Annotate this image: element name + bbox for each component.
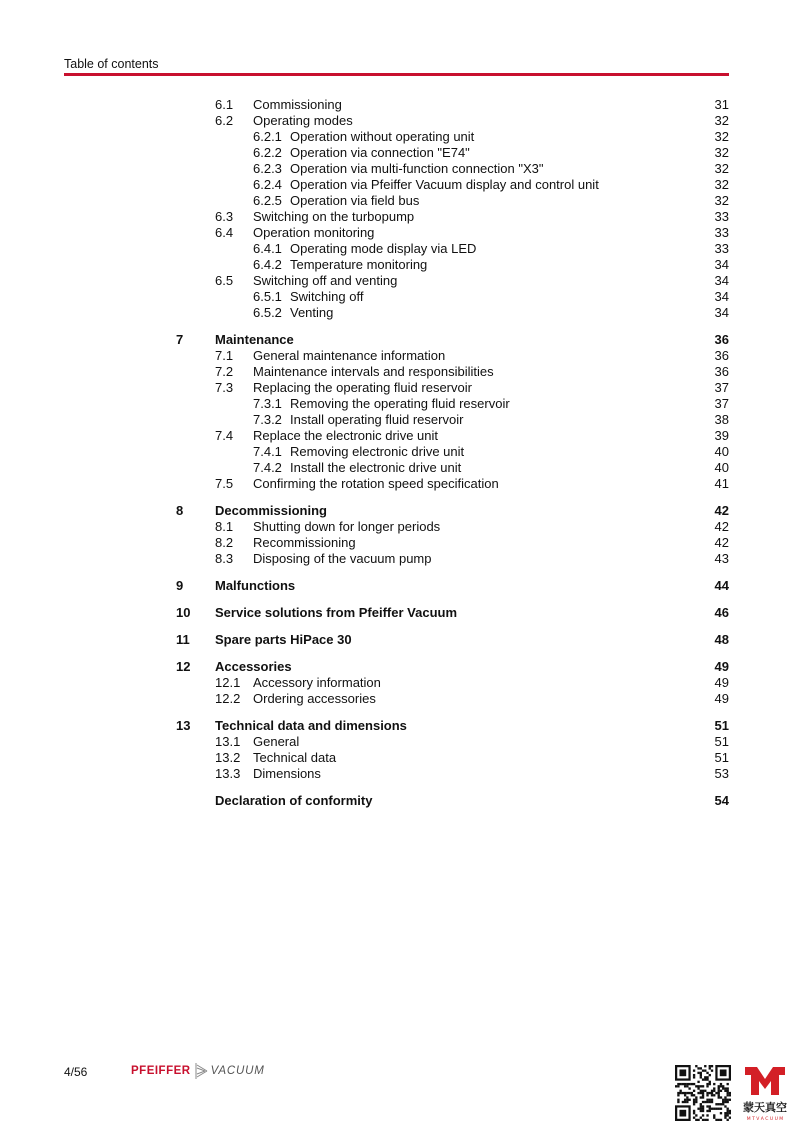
toc-entry-row[interactable] — [0, 273, 793, 289]
brand-name-right: VACUUM — [210, 1065, 265, 1077]
toc-entry-page: 54 — [714, 793, 729, 808]
page-header-title: Table of contents — [64, 57, 159, 71]
toc-entry-title: Ordering accessories — [253, 691, 376, 706]
toc-entry-page: 51 — [714, 718, 729, 733]
toc-entry-page: 32 — [714, 113, 729, 128]
toc-entry-title: Operation without operating unit — [290, 129, 475, 144]
toc-entry-title: Switching off — [290, 289, 364, 304]
toc-chapter-row[interactable] — [0, 659, 793, 675]
toc-entry-number: 7.4.1 — [253, 444, 282, 459]
toc-entry-title: Operation via connection "E74" — [290, 145, 470, 160]
toc-entry-page: 51 — [714, 734, 729, 749]
toc-entry-row[interactable] — [0, 412, 793, 428]
toc-entry-number: 8.3 — [215, 551, 234, 566]
toc-entry-number: 6.4.1 — [253, 241, 282, 256]
brand-mark-icon — [194, 1062, 208, 1080]
toc-entry-number: 8 — [176, 503, 184, 518]
toc-entry-number: 13 — [176, 718, 191, 733]
toc-chapter-row[interactable] — [0, 332, 793, 348]
toc-entry-page: 53 — [714, 766, 729, 781]
toc-entry-page: 39 — [714, 428, 729, 443]
toc-entry-page: 34 — [714, 257, 729, 272]
toc-entry-page: 42 — [714, 503, 729, 518]
toc-entry-page: 46 — [714, 605, 729, 620]
toc-entry-row[interactable] — [0, 177, 793, 193]
toc-entry-page: 44 — [714, 578, 729, 593]
toc-entry-number: 12 — [176, 659, 191, 674]
toc-entry-page: 34 — [714, 273, 729, 288]
toc-entry-page: 37 — [714, 380, 729, 395]
toc-entry-title: Recommissioning — [253, 535, 356, 550]
toc-entry-page: 32 — [714, 129, 729, 144]
toc-entry-number: 11 — [176, 632, 190, 647]
toc-entry-page: 38 — [714, 412, 729, 427]
toc-entry-row[interactable] — [0, 476, 793, 492]
toc-entry-row[interactable] — [0, 428, 793, 444]
toc-entry-title: Switching on the turbopump — [253, 209, 415, 224]
toc-entry-title: Operating modes — [253, 113, 353, 128]
toc-entry-page: 37 — [714, 396, 729, 411]
pfeiffer-vacuum-logo — [131, 1062, 265, 1080]
toc-entry-title: Operation via Pfeiffer Vacuum display and control unit — [290, 177, 599, 192]
toc-chapter-row[interactable] — [0, 632, 793, 648]
toc-entry-row[interactable] — [0, 241, 793, 257]
toc-entry-number: 7.4 — [215, 428, 234, 443]
toc-entry-title: Install the electronic drive unit — [290, 460, 462, 475]
toc-entry-number: 8.2 — [215, 535, 234, 550]
toc-entry-title: Install operating fluid reservoir — [290, 412, 464, 427]
toc-entry-row[interactable] — [0, 145, 793, 161]
toc-entry-number: 7.1 — [215, 348, 234, 363]
toc-entry-page: 42 — [714, 519, 729, 534]
toc-entry-number: 6.2.5 — [253, 193, 282, 208]
toc-entry-page: 33 — [714, 209, 729, 224]
toc-entry-page: 49 — [714, 675, 729, 690]
toc-entry-title: Venting — [290, 305, 334, 320]
toc-entry-title: Malfunctions — [215, 578, 296, 593]
toc-entry-row[interactable] — [0, 750, 793, 766]
header-rule — [64, 73, 729, 76]
toc-chapter-row[interactable] — [0, 605, 793, 621]
toc-entry-number: 7.2 — [215, 364, 234, 379]
toc-entry-title: Operation monitoring — [253, 225, 375, 240]
toc-entry-page: 49 — [714, 691, 729, 706]
toc-entry-title: General maintenance information — [253, 348, 446, 363]
toc-entry-number: 7.3.2 — [253, 412, 282, 427]
toc-entry-number: 6.5 — [215, 273, 234, 288]
toc-entry-page: 49 — [714, 659, 729, 674]
toc-entry-row[interactable] — [0, 161, 793, 177]
toc-entry-page: 33 — [714, 241, 729, 256]
toc-entry-title: Spare parts HiPace 30 — [215, 632, 352, 647]
toc-chapter-row[interactable] — [0, 718, 793, 734]
toc-entry-number: 6.3 — [215, 209, 234, 224]
toc-entry-row[interactable] — [0, 209, 793, 225]
toc-entry-title: Switching off and venting — [253, 273, 398, 288]
toc-entry-title: Operation via field bus — [290, 193, 420, 208]
toc-chapter-row[interactable] — [0, 793, 793, 809]
toc-entry-title: Removing the operating fluid reservoir — [290, 396, 510, 411]
toc-entry-row[interactable] — [0, 113, 793, 129]
toc-entry-row[interactable] — [0, 551, 793, 567]
toc-entry-title: Temperature monitoring — [290, 257, 428, 272]
toc-chapter-row[interactable] — [0, 503, 793, 519]
toc-entry-page: 40 — [714, 460, 729, 475]
toc-entry-number: 13.1 — [215, 734, 241, 749]
toc-entry-page: 41 — [714, 476, 729, 491]
toc-entry-row[interactable] — [0, 460, 793, 476]
toc-entry-row[interactable] — [0, 305, 793, 321]
toc-entry-number: 7.3.1 — [253, 396, 282, 411]
toc-entry-row[interactable] — [0, 380, 793, 396]
toc-entry-title: Shutting down for longer periods — [253, 519, 441, 534]
toc-entry-title: Operating mode display via LED — [290, 241, 477, 256]
toc-entry-row[interactable] — [0, 766, 793, 782]
toc-chapter-row[interactable] — [0, 578, 793, 594]
toc-entry-title: Technical data — [253, 750, 337, 765]
toc-entry-number: 6.2.2 — [253, 145, 282, 160]
toc-entry-page: 32 — [714, 193, 729, 208]
toc-entry-number: 9 — [176, 578, 184, 593]
toc-entry-row[interactable] — [0, 519, 793, 535]
toc-entry-row[interactable] — [0, 535, 793, 551]
toc-entry-number: 7.5 — [215, 476, 234, 491]
toc-entry-row[interactable] — [0, 289, 793, 305]
toc-entry-title: Technical data and dimensions — [215, 718, 407, 733]
toc-entry-title: Operation via multi-function connection "X3" — [290, 161, 544, 176]
toc-entry-title: Removing electronic drive unit — [290, 444, 465, 459]
toc-entry-row[interactable] — [0, 97, 793, 113]
toc-entry-title: Replace the electronic drive unit — [253, 428, 438, 443]
footer-page-number: 4/56 — [64, 1065, 88, 1079]
toc-entry-number: 6.5.2 — [253, 305, 282, 320]
toc-entry-row[interactable] — [0, 193, 793, 209]
toc-entry-row[interactable] — [0, 225, 793, 241]
toc-entry-page: 42 — [714, 535, 729, 550]
toc-entry-page: 31 — [714, 97, 729, 112]
toc-entry-page: 43 — [714, 551, 729, 566]
toc-entry-row[interactable] — [0, 348, 793, 364]
toc-entry-number: 13.2 — [215, 750, 241, 765]
svg-text:M T V A C U U M: M T V A C U U M — [746, 1117, 784, 1122]
toc-entry-number: 12.2 — [215, 691, 241, 706]
toc-entry-number: 7 — [176, 332, 184, 347]
toc-entry-number: 6.2 — [215, 113, 234, 128]
toc-entry-number: 6.2.3 — [253, 161, 282, 176]
toc-entry-number: 6.4 — [215, 225, 234, 240]
toc-entry-title: General — [253, 734, 300, 749]
toc-entry-number: 12.1 — [215, 675, 241, 690]
toc-entry-title: Declaration of conformity — [215, 793, 373, 808]
toc-entry-row[interactable] — [0, 129, 793, 145]
toc-entry-row[interactable] — [0, 364, 793, 380]
toc-entry-page: 51 — [714, 750, 729, 765]
toc-entry-title: Service solutions from Pfeiffer Vacuum — [215, 605, 458, 620]
brand-name-left: PFEIFFER — [131, 1065, 191, 1077]
toc-entry-title: Accessories — [215, 659, 292, 674]
toc-entry-number: 13.3 — [215, 766, 241, 781]
toc-entry-number: 6.2.4 — [253, 177, 282, 192]
toc-entry-number: 7.4.2 — [253, 460, 282, 475]
toc-entry-row[interactable] — [0, 257, 793, 273]
qr-code-icon — [675, 1065, 731, 1121]
toc-entry-row[interactable] — [0, 734, 793, 750]
toc-entry-page: 33 — [714, 225, 729, 240]
toc-entry-page: 36 — [714, 348, 729, 363]
toc-entry-number: 7.3 — [215, 380, 234, 395]
toc-entry-page: 36 — [714, 332, 729, 347]
toc-entry-title: Maintenance — [215, 332, 294, 347]
toc-entry-number: 6.5.1 — [253, 289, 282, 304]
toc-entry-title: Replacing the operating fluid reservoir — [253, 380, 472, 395]
toc-entry-number: 6.4.2 — [253, 257, 282, 272]
toc-entry-row[interactable] — [0, 675, 793, 691]
toc-entry-row[interactable] — [0, 396, 793, 412]
toc-entry-title: Dimensions — [253, 766, 321, 781]
mt-vacuum-logo — [737, 1065, 793, 1122]
toc-entry-number: 6.1 — [215, 97, 234, 112]
toc-entry-page: 32 — [714, 177, 729, 192]
toc-entry-page: 40 — [714, 444, 729, 459]
toc-entry-page: 34 — [714, 305, 729, 320]
toc-entry-title: Commissioning — [253, 97, 342, 112]
toc-entry-row[interactable] — [0, 691, 793, 707]
toc-entry-page: 36 — [714, 364, 729, 379]
toc-entry-row[interactable] — [0, 444, 793, 460]
toc-entry-page: 34 — [714, 289, 729, 304]
toc-entry-title: Disposing of the vacuum pump — [253, 551, 432, 566]
toc-entry-title: Decommissioning — [215, 503, 327, 518]
toc-entry-page: 32 — [714, 161, 729, 176]
toc-entry-title: Confirming the rotation speed specification — [253, 476, 499, 491]
toc-entry-number: 6.2.1 — [253, 129, 282, 144]
toc-entry-title: Accessory information — [253, 675, 381, 690]
toc-entry-number: 10 — [176, 605, 191, 620]
toc-entry-title: Maintenance intervals and responsibilities — [253, 364, 494, 379]
toc-entry-page: 32 — [714, 145, 729, 160]
toc-entry-number: 8.1 — [215, 519, 234, 534]
svg-text:蒙天真空: 蒙天真空 — [743, 1101, 787, 1114]
toc-entry-page: 48 — [714, 632, 729, 647]
